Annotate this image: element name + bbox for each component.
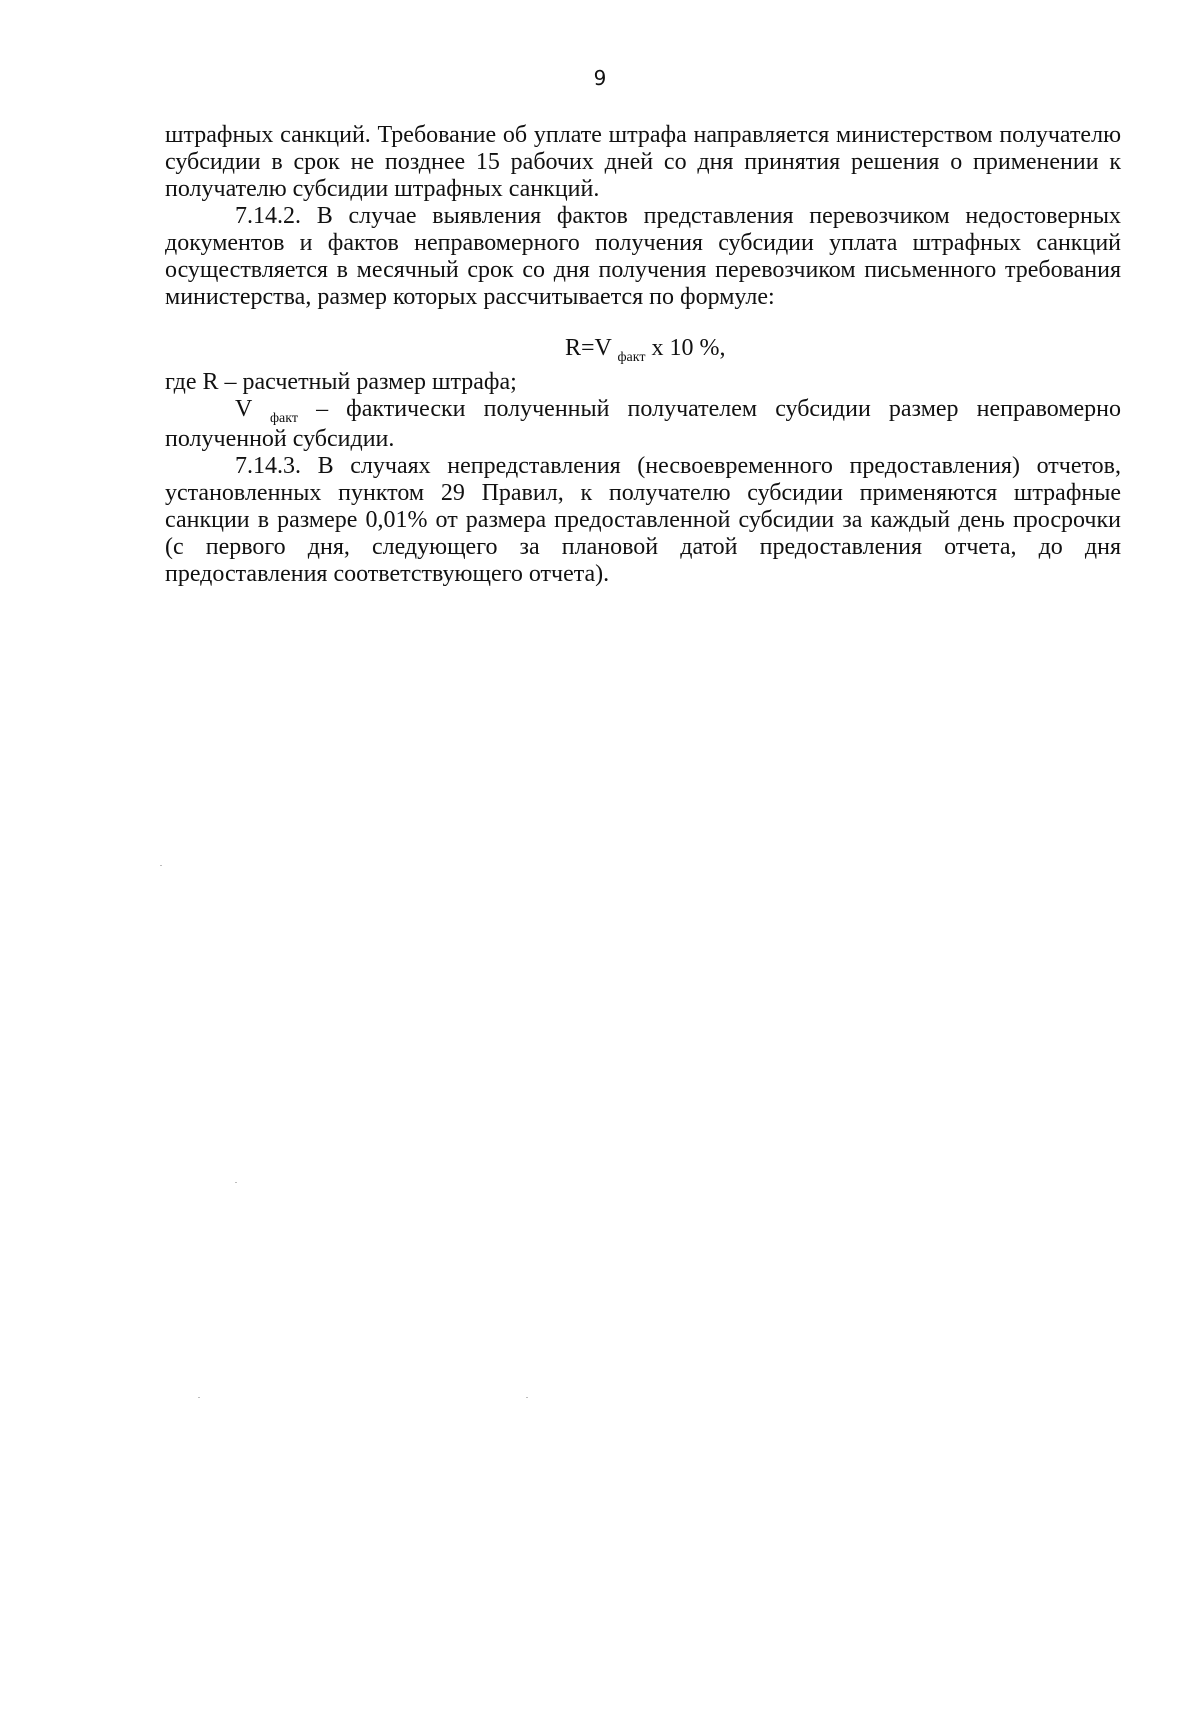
- formula-definition-v: [165, 396, 1121, 453]
- definition-var: V: [235, 396, 252, 422]
- scan-speck: [526, 1397, 528, 1398]
- definition-text: – фактически полученный получателем субсидии размер неправомерно полученной субсидии.: [165, 396, 1121, 452]
- document-body: [165, 122, 1121, 588]
- scan-speck: [235, 1182, 237, 1183]
- page-number: 9: [593, 66, 607, 90]
- paragraph-penalty-demand: штрафных санкций. Требование об уплате штрафа направляется министерством получателю субсидии в срок не позднее 15 рабочих дней со дня принятия решения о применении к получателю субсидии штрафных санкций.: [165, 122, 1121, 202]
- formula-definition-r: где R – расчетный размер штрафа;: [165, 369, 517, 395]
- penalty-formula: [165, 335, 1121, 365]
- formula-lhs: R=V: [565, 335, 612, 361]
- paragraph-7-14-3: 7.14.3. В случаях непредставления (несвоевременного предоставления) отчетов, установленных пунктом 29 Правил, к получателю субсидии применяются штрафные санкции в размере 0,01% от размера предоставленной субсидии за каждый день просрочки (с первого дня, следующего за плановой датой предоставления отчета, до дня предоставления соответствующего отчета).: [165, 453, 1121, 587]
- scan-speck: [198, 1397, 200, 1398]
- definition-subscript: факт: [269, 411, 299, 426]
- formula-subscript: факт: [617, 350, 646, 365]
- paragraph-7-14-2: 7.14.2. В случае выявления фактов представления перевозчиком недостоверных документов и фактов неправомерного получения субсидии уплата штрафных санкций осуществляется в месячный срок со дня получения перевозчиком письменного требования министерства, размер которых рассчитывается по формуле:: [165, 203, 1121, 310]
- scan-speck: [160, 865, 162, 866]
- formula-rhs: x 10 %,: [651, 335, 726, 361]
